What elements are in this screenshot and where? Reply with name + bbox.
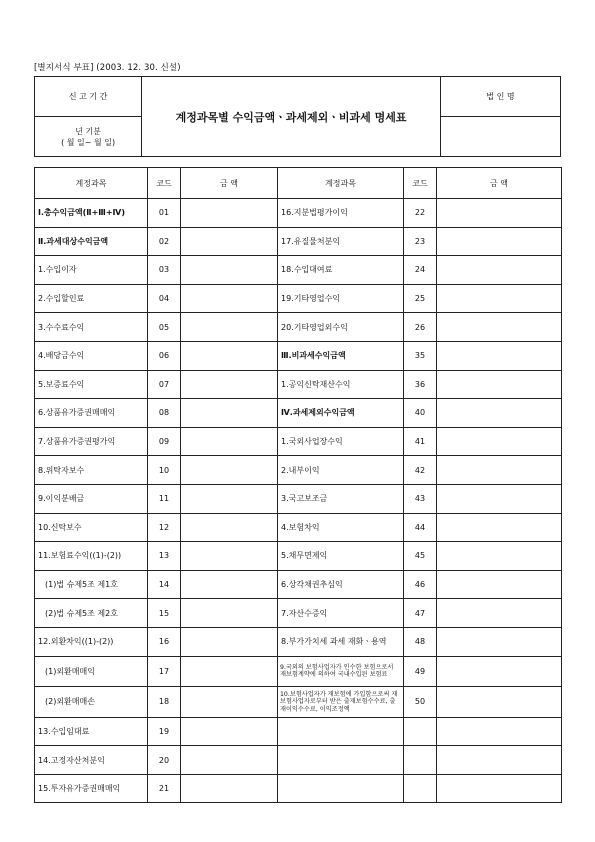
left-code: 01 xyxy=(148,199,181,228)
left-code: 06 xyxy=(148,341,181,370)
form-caption: [별지서식 부표] (2003. 12. 30. 신설) xyxy=(34,63,181,73)
table-row xyxy=(35,746,562,775)
left-amount-field[interactable] xyxy=(181,656,278,687)
right-account-label xyxy=(278,746,404,775)
left-amount-field[interactable] xyxy=(181,284,278,313)
table-row xyxy=(35,717,562,746)
right-code: 24 xyxy=(404,256,437,285)
table-row xyxy=(35,399,562,428)
right-account-label: Ⅳ.과세제외수익금액 xyxy=(278,399,404,428)
left-account-label: 7.상품유가증권평가익 xyxy=(35,427,148,456)
right-amount-field[interactable] xyxy=(437,399,562,428)
table-row xyxy=(35,484,562,513)
right-code: 22 xyxy=(404,199,437,228)
right-amount-field[interactable] xyxy=(437,570,562,599)
right-amount-field[interactable] xyxy=(437,774,562,803)
left-account-label: 15.투자유가증권매매익 xyxy=(35,774,148,803)
right-code xyxy=(404,746,437,775)
left-code: 02 xyxy=(148,227,181,256)
right-amount-field[interactable] xyxy=(437,427,562,456)
right-account-label: 16.지분법평가이익 xyxy=(278,199,404,228)
form-title: 계정과목별 수익금액ㆍ과세제외ㆍ비과세 명세표 xyxy=(142,77,441,157)
table-row xyxy=(35,313,562,342)
col-header-left-account: 계정과목 xyxy=(35,168,148,199)
left-amount-field[interactable] xyxy=(181,513,278,542)
right-amount-field[interactable] xyxy=(437,284,562,313)
left-amount-field[interactable] xyxy=(181,774,278,803)
right-account-label: 9.국외의 보험사업자가 인수한 보험으로서 재보험계약에 의하여 국내수입된 보험료 xyxy=(278,656,404,687)
right-amount-field[interactable] xyxy=(437,656,562,687)
right-code: 26 xyxy=(404,313,437,342)
table-row xyxy=(35,456,562,485)
table-row xyxy=(35,284,562,313)
right-code: 35 xyxy=(404,341,437,370)
right-account-label: 1.국외사업장수익 xyxy=(278,427,404,456)
right-code: 44 xyxy=(404,513,437,542)
left-code: 19 xyxy=(148,717,181,746)
left-amount-field[interactable] xyxy=(181,570,278,599)
left-code: 14 xyxy=(148,570,181,599)
right-account-label: 19.기타영업수익 xyxy=(278,284,404,313)
col-header-right-code: 코드 xyxy=(404,168,437,199)
right-account-label: 10.보험사업자가 재보험에 가입함으로써 재보험사업자로부터 받은 출재보험수수료, 출재이익수수료, 이익조정액 xyxy=(278,687,404,718)
right-amount-field[interactable] xyxy=(437,484,562,513)
right-code: 46 xyxy=(404,570,437,599)
right-code xyxy=(404,717,437,746)
table-row xyxy=(35,656,562,687)
left-amount-field[interactable] xyxy=(181,456,278,485)
right-amount-field[interactable] xyxy=(437,370,562,399)
left-amount-field[interactable] xyxy=(181,341,278,370)
left-account-label: 11.보험료수익((1)-(2)) xyxy=(35,542,148,571)
left-code: 03 xyxy=(148,256,181,285)
left-amount-field[interactable] xyxy=(181,199,278,228)
right-account-label: 8.부가가치세 과세 재화ㆍ용역 xyxy=(278,627,404,656)
right-amount-field[interactable] xyxy=(437,513,562,542)
table-row xyxy=(35,687,562,718)
left-account-label: (1)법 슈제5조 제1호 xyxy=(35,570,148,599)
right-code: 43 xyxy=(404,484,437,513)
table-header-row xyxy=(35,168,562,199)
left-account-label: 13.수입임대료 xyxy=(35,717,148,746)
left-code: 16 xyxy=(148,627,181,656)
left-account-label: 4.배당금수익 xyxy=(35,341,148,370)
left-account-label: 1.수입이자 xyxy=(35,256,148,285)
left-code: 20 xyxy=(148,746,181,775)
left-code: 18 xyxy=(148,687,181,718)
left-account-label: 5.보증료수익 xyxy=(35,370,148,399)
col-header-left-code: 코드 xyxy=(148,168,181,199)
left-account-label: (1)외환매매익 xyxy=(35,656,148,687)
right-account-label: 1.공익신탁재산수익 xyxy=(278,370,404,399)
col-header-right-account: 계정과목 xyxy=(278,168,404,199)
left-code: 08 xyxy=(148,399,181,428)
left-amount-field[interactable] xyxy=(181,599,278,628)
right-account-label: 6.상각채권추심익 xyxy=(278,570,404,599)
header-table xyxy=(34,76,561,157)
right-account-label: 20.기타영업외수익 xyxy=(278,313,404,342)
right-code: 48 xyxy=(404,627,437,656)
left-account-label: 9.이익분배금 xyxy=(35,484,148,513)
right-account-label: 7.자산수증익 xyxy=(278,599,404,628)
left-code: 09 xyxy=(148,427,181,456)
left-amount-field[interactable] xyxy=(181,717,278,746)
left-amount-field[interactable] xyxy=(181,399,278,428)
left-amount-field[interactable] xyxy=(181,627,278,656)
left-code: 15 xyxy=(148,599,181,628)
right-amount-field[interactable] xyxy=(437,687,562,718)
right-account-label: Ⅲ.비과세수익금액 xyxy=(278,341,404,370)
corp-name-field[interactable] xyxy=(440,117,560,157)
right-account-label: 18.수입대여료 xyxy=(278,256,404,285)
right-code: 42 xyxy=(404,456,437,485)
table-row xyxy=(35,256,562,285)
left-account-label: Ⅰ.총수익금액(Ⅱ+Ⅲ+Ⅳ) xyxy=(35,199,148,228)
left-account-label: 2.수입할인료 xyxy=(35,284,148,313)
period-label: 신 고 기 간 xyxy=(35,77,142,117)
right-code: 41 xyxy=(404,427,437,456)
left-amount-field[interactable] xyxy=(181,256,278,285)
left-amount-field[interactable] xyxy=(181,687,278,718)
table-row xyxy=(35,227,562,256)
left-code: 17 xyxy=(148,656,181,687)
right-code: 36 xyxy=(404,370,437,399)
left-amount-field[interactable] xyxy=(181,370,278,399)
right-code: 49 xyxy=(404,656,437,687)
left-account-label: 14.고정자산처분익 xyxy=(35,746,148,775)
left-amount-field[interactable] xyxy=(181,313,278,342)
left-account-label: 8.위탁자보수 xyxy=(35,456,148,485)
left-account-label: 3.수수료수익 xyxy=(35,313,148,342)
right-code: 47 xyxy=(404,599,437,628)
right-amount-field[interactable] xyxy=(437,313,562,342)
left-account-label: 12.외환차익((1)-(2)) xyxy=(35,627,148,656)
right-account-label: 5.채무면제익 xyxy=(278,542,404,571)
right-code: 23 xyxy=(404,227,437,256)
right-account-label: 3.국고보조금 xyxy=(278,484,404,513)
right-amount-field[interactable] xyxy=(437,542,562,571)
fiscal-date-range: ( 월 일~ 월 일) xyxy=(61,137,116,147)
left-code: 12 xyxy=(148,513,181,542)
table-row xyxy=(35,370,562,399)
left-account-label: (2)법 슈제5조 제2호 xyxy=(35,599,148,628)
right-account-label xyxy=(278,774,404,803)
table-row xyxy=(35,570,562,599)
right-amount-field[interactable] xyxy=(437,627,562,656)
table-row xyxy=(35,774,562,803)
left-code: 07 xyxy=(148,370,181,399)
col-header-left-amount: 금 액 xyxy=(181,168,278,199)
left-code: 10 xyxy=(148,456,181,485)
table-row xyxy=(35,542,562,571)
right-amount-field[interactable] xyxy=(437,199,562,228)
table-row xyxy=(35,599,562,628)
right-code: 45 xyxy=(404,542,437,571)
left-amount-field[interactable] xyxy=(181,746,278,775)
fiscal-year-line: 년 기분 xyxy=(75,126,101,136)
left-account-label: 6.상품유가증권매매익 xyxy=(35,399,148,428)
left-amount-field[interactable] xyxy=(181,227,278,256)
right-account-label: 2.내부이익 xyxy=(278,456,404,485)
left-code: 04 xyxy=(148,284,181,313)
left-code: 21 xyxy=(148,774,181,803)
income-table xyxy=(34,167,562,803)
col-header-right-amount: 금 액 xyxy=(437,168,562,199)
right-amount-field[interactable] xyxy=(437,456,562,485)
table-row xyxy=(35,341,562,370)
left-amount-field[interactable] xyxy=(181,427,278,456)
right-account-label: 17.유질물처분익 xyxy=(278,227,404,256)
table-row xyxy=(35,427,562,456)
left-account-label: Ⅱ.과세대상수익금액 xyxy=(35,227,148,256)
right-code xyxy=(404,774,437,803)
left-code: 05 xyxy=(148,313,181,342)
right-amount-field[interactable] xyxy=(437,227,562,256)
right-account-label: 4.보험차익 xyxy=(278,513,404,542)
left-amount-field[interactable] xyxy=(181,542,278,571)
table-row xyxy=(35,199,562,228)
table-row xyxy=(35,513,562,542)
right-amount-field[interactable] xyxy=(437,256,562,285)
right-code: 40 xyxy=(404,399,437,428)
left-code: 13 xyxy=(148,542,181,571)
right-amount-field[interactable] xyxy=(437,746,562,775)
left-account-label: (2)외환매매손 xyxy=(35,687,148,718)
right-amount-field[interactable] xyxy=(437,717,562,746)
left-code: 11 xyxy=(148,484,181,513)
left-amount-field[interactable] xyxy=(181,484,278,513)
right-amount-field[interactable] xyxy=(437,599,562,628)
right-code: 25 xyxy=(404,284,437,313)
left-account-label: 10.신탁보수 xyxy=(35,513,148,542)
fiscal-period xyxy=(35,117,142,157)
corp-name-label: 법 인 명 xyxy=(440,77,560,117)
right-account-label xyxy=(278,717,404,746)
right-code: 50 xyxy=(404,687,437,718)
right-amount-field[interactable] xyxy=(437,341,562,370)
table-row xyxy=(35,627,562,656)
